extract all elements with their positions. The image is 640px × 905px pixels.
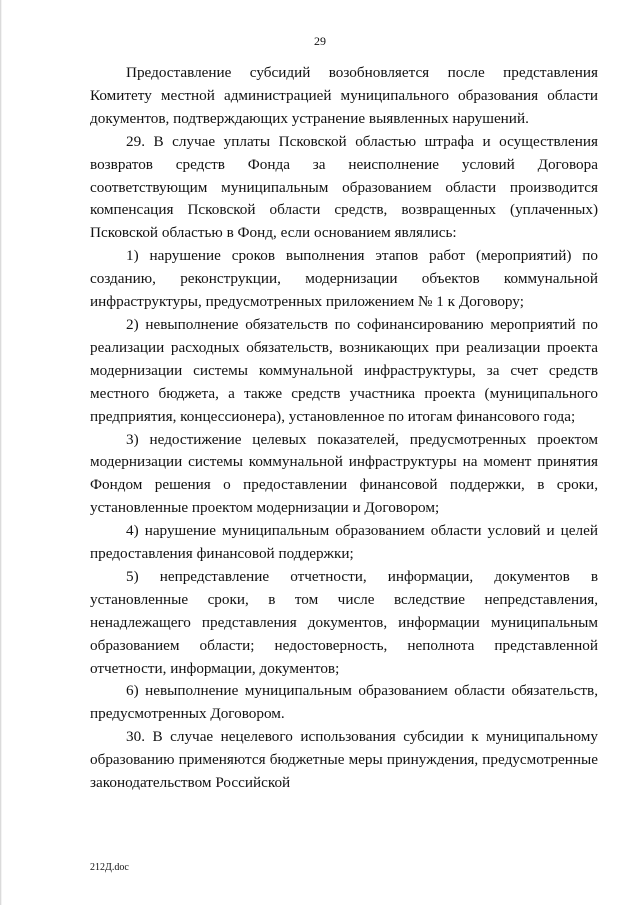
list-item-5: 5) непредставление отчетности, информации, документов в установленные сроки, в том числе вследствие непредставления, ненадлежащего представления документов, информации муниципальным образованием области; недостоверность, неполнота представленной отчетности, информации, документов; — [90, 567, 598, 677]
page-number: 29 — [314, 34, 326, 48]
paragraph-resumption: Предоставление субсидий возобновляется после представления Комитету местной администрацией муниципального образования области документов, подтверждающих устранение выявленных нарушений. — [90, 64, 598, 127]
list-item-3: 3) недостижение целевых показателей, предусмотренных проектом модернизации системы коммунальной инфраструктуры на момент принятия Фондом решения о предоставлении финансовой поддержки, в сроки, установленные проектом модернизации и Договором; — [90, 430, 598, 517]
list-item-6: 6) невыполнение муниципальным образованием области обязательств, предусмотренных Договором. — [90, 682, 598, 723]
paragraph-clause-29: 29. В случае уплаты Псковской областью штрафа и осуществления возвратов средств Фонда за неисполнение условий Договора соответствующим муниципальным образованием области производится компенсация Псковской области средств, возвращенных (уплаченных) Псковской областью в Фонд, если основанием являлись: — [90, 132, 598, 242]
document-body — [90, 62, 598, 795]
list-item-4: 4) нарушение муниципальным образованием области условий и целей предоставления финансовой поддержки; — [90, 522, 598, 563]
paragraph-clause-30: 30. В случае нецелевого использования субсидии к муниципальному образованию применяются бюджетные меры принуждения, предусмотренные законодательством Российской — [90, 728, 598, 792]
list-item-1: 1) нарушение сроков выполнения этапов работ (мероприятий) по созданию, реконструкции, модернизации объектов коммунальной инфраструктуры, предусмотренных приложением № 1 к Договору; — [90, 247, 598, 311]
footer-filename: 212Д.doc — [90, 862, 129, 873]
scan-edge — [0, 0, 2, 905]
list-item-2: 2) невыполнение обязательств по софинансированию мероприятий по реализации расходных обязательств, возникающих при реализации проекта модернизации системы коммунальной инфраструктуры, за счет средств местного бюджета, а также средств участника проекта (муниципального предприятия, концессионера), установленное по итогам финансового года; — [90, 315, 598, 425]
